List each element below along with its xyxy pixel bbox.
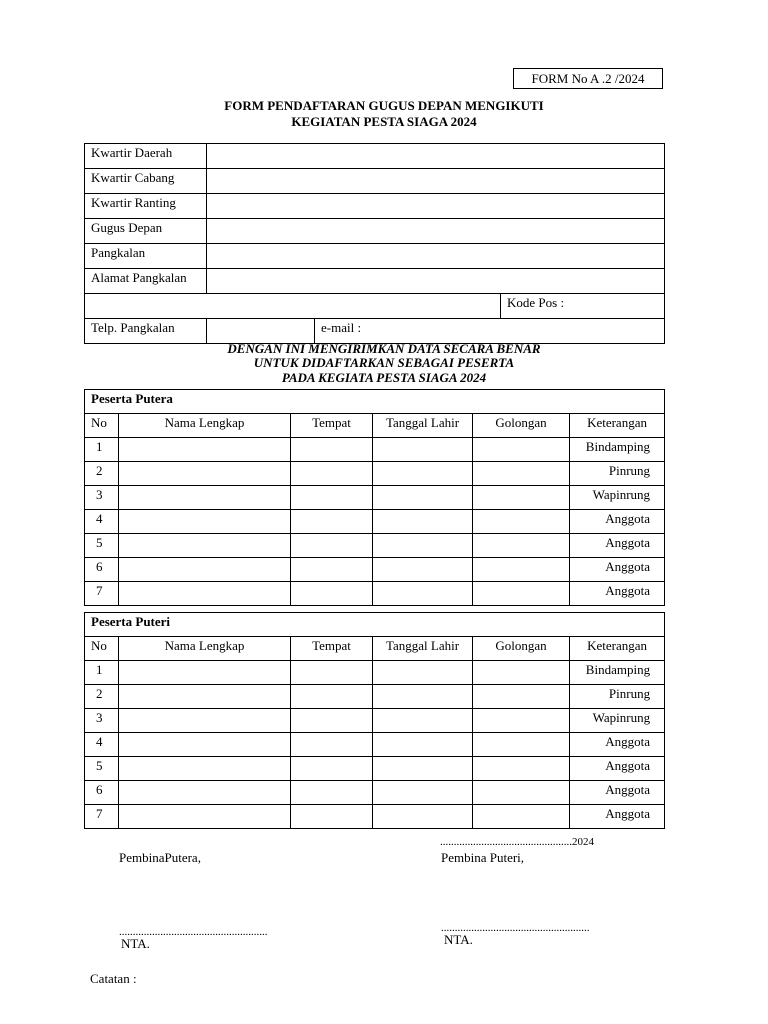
keterangan-cell: Anggota — [570, 781, 665, 805]
row-no: 3 — [85, 709, 119, 733]
keterangan-cell: Anggota — [570, 757, 665, 781]
row-no: 4 — [85, 510, 119, 534]
pangkalan-label: Pangkalan — [85, 244, 207, 269]
nama-cell[interactable] — [119, 661, 291, 685]
kwartir-cabang-field[interactable] — [207, 169, 665, 194]
tanggal-cell[interactable] — [373, 685, 473, 709]
nama-cell[interactable] — [119, 486, 291, 510]
tanggal-cell[interactable] — [373, 510, 473, 534]
tanggal-cell[interactable] — [373, 709, 473, 733]
tempat-cell[interactable] — [291, 685, 373, 709]
golongan-cell[interactable] — [473, 486, 570, 510]
telp-pangkalan-label: Telp. Pangkalan — [85, 319, 207, 344]
column-header-nama: Nama Lengkap — [119, 637, 291, 661]
keterangan-cell: Bindamping — [570, 438, 665, 462]
golongan-cell[interactable] — [473, 709, 570, 733]
keterangan-cell: Pinrung — [570, 685, 665, 709]
row-no: 5 — [85, 534, 119, 558]
nama-cell[interactable] — [119, 462, 291, 486]
golongan-cell[interactable] — [473, 685, 570, 709]
keterangan-cell: Wapinrung — [570, 486, 665, 510]
pangkalan-field[interactable] — [207, 244, 665, 269]
tanggal-cell[interactable] — [373, 486, 473, 510]
nama-cell[interactable] — [119, 781, 291, 805]
table-row — [85, 582, 665, 606]
catatan-label: Catatan : — [90, 971, 137, 986]
tempat-cell[interactable] — [291, 709, 373, 733]
row-no: 3 — [85, 486, 119, 510]
tanggal-cell[interactable] — [373, 661, 473, 685]
table-row — [85, 438, 665, 462]
table-row — [85, 805, 665, 829]
golongan-cell[interactable] — [473, 582, 570, 606]
tempat-cell[interactable] — [291, 510, 373, 534]
column-header-no: No — [85, 637, 119, 661]
row-no: 6 — [85, 558, 119, 582]
row-no: 2 — [85, 462, 119, 486]
tempat-cell[interactable] — [291, 534, 373, 558]
keterangan-cell: Anggota — [570, 510, 665, 534]
table-row — [85, 558, 665, 582]
golongan-cell[interactable] — [473, 534, 570, 558]
nama-cell[interactable] — [119, 733, 291, 757]
tempat-cell[interactable] — [291, 486, 373, 510]
keterangan-cell: Pinrung — [570, 462, 665, 486]
nama-cell[interactable] — [119, 510, 291, 534]
golongan-cell[interactable] — [473, 438, 570, 462]
nama-cell[interactable] — [119, 805, 291, 829]
keterangan-cell: Anggota — [570, 558, 665, 582]
column-header-keterangan: Keterangan — [570, 637, 665, 661]
row-no: 5 — [85, 757, 119, 781]
statement-line3: PADA KEGIATA PESTA SIAGA 2024 — [281, 370, 487, 385]
keterangan-cell: Anggota — [570, 733, 665, 757]
date-line: ................................................2024 — [440, 836, 594, 848]
column-header-keterangan: Keterangan — [570, 414, 665, 438]
nta-left-label: NTA. — [121, 936, 150, 951]
tanggal-cell[interactable] — [373, 733, 473, 757]
form-title-line2: KEGIATAN PESTA SIAGA 2024 — [291, 114, 477, 129]
statement-line1: DENGAN INI MENGIRIMKAN DATA SECARA BENAR — [227, 341, 541, 356]
table-row — [85, 685, 665, 709]
keterangan-cell: Anggota — [570, 582, 665, 606]
nama-cell[interactable] — [119, 582, 291, 606]
golongan-cell[interactable] — [473, 733, 570, 757]
golongan-cell[interactable] — [473, 805, 570, 829]
nama-cell[interactable] — [119, 685, 291, 709]
nama-cell[interactable] — [119, 438, 291, 462]
info-table — [84, 143, 665, 344]
tanggal-cell[interactable] — [373, 805, 473, 829]
peserta-putera-heading: Peserta Putera — [85, 390, 665, 414]
tempat-cell[interactable] — [291, 781, 373, 805]
alamat-pangkalan-field[interactable] — [207, 269, 665, 294]
tempat-cell[interactable] — [291, 462, 373, 486]
column-header-tanggal: Tanggal Lahir — [373, 414, 473, 438]
signature-line-right: ...................................................... — [441, 922, 590, 934]
kode-pos-field[interactable]: Kode Pos : — [501, 294, 665, 319]
nama-cell[interactable] — [119, 558, 291, 582]
row-no: 4 — [85, 733, 119, 757]
row-no: 6 — [85, 781, 119, 805]
golongan-cell[interactable] — [473, 757, 570, 781]
column-header-golongan: Golongan — [473, 414, 570, 438]
email-field[interactable]: e-mail : — [315, 319, 665, 344]
kwartir-ranting-field[interactable] — [207, 194, 665, 219]
table-row — [85, 757, 665, 781]
tanggal-cell[interactable] — [373, 757, 473, 781]
tanggal-cell[interactable] — [373, 438, 473, 462]
tempat-cell[interactable] — [291, 805, 373, 829]
peserta-puteri-table — [84, 612, 665, 829]
row-no: 2 — [85, 685, 119, 709]
gugus-depan-label: Gugus Depan — [85, 219, 207, 244]
pembina-puteri-label: Pembina Puteri, — [441, 850, 525, 865]
table-row — [85, 534, 665, 558]
tempat-cell[interactable] — [291, 438, 373, 462]
golongan-cell[interactable] — [473, 558, 570, 582]
peserta-puteri-heading: Peserta Puteri — [85, 613, 665, 637]
table-row — [85, 462, 665, 486]
nta-right-label: NTA. — [444, 932, 473, 947]
tempat-cell[interactable] — [291, 582, 373, 606]
column-header-tempat: Tempat — [291, 637, 373, 661]
gugus-depan-field[interactable] — [207, 219, 665, 244]
nama-cell[interactable] — [119, 757, 291, 781]
column-header-no: No — [85, 414, 119, 438]
column-header-golongan: Golongan — [473, 637, 570, 661]
table-row — [85, 510, 665, 534]
peserta-putera-table — [84, 389, 665, 606]
nama-cell[interactable] — [119, 709, 291, 733]
statement-line2: UNTUK DIDAFTARKAN SEBAGAI PESERTA — [253, 355, 515, 370]
tanggal-cell[interactable] — [373, 582, 473, 606]
table-row — [85, 709, 665, 733]
column-header-tanggal: Tanggal Lahir — [373, 637, 473, 661]
pembina-putera-label: PembinaPutera, — [119, 850, 201, 865]
golongan-cell[interactable] — [473, 781, 570, 805]
keterangan-cell: Anggota — [570, 805, 665, 829]
kwartir-ranting-label: Kwartir Ranting — [85, 194, 207, 219]
column-header-nama: Nama Lengkap — [119, 414, 291, 438]
row-no: 7 — [85, 805, 119, 829]
form-title-line1: FORM PENDAFTARAN GUGUS DEPAN MENGIKUTI — [224, 98, 544, 113]
tanggal-cell[interactable] — [373, 781, 473, 805]
keterangan-cell: Anggota — [570, 534, 665, 558]
nama-cell[interactable] — [119, 534, 291, 558]
tanggal-cell[interactable] — [373, 558, 473, 582]
golongan-cell[interactable] — [473, 661, 570, 685]
row-no: 1 — [85, 438, 119, 462]
tanggal-cell[interactable] — [373, 462, 473, 486]
tanggal-cell[interactable] — [373, 534, 473, 558]
tempat-cell[interactable] — [291, 733, 373, 757]
kwartir-daerah-field[interactable] — [207, 144, 665, 169]
tempat-cell[interactable] — [291, 558, 373, 582]
table-row — [85, 486, 665, 510]
tempat-cell[interactable] — [291, 757, 373, 781]
table-row — [85, 661, 665, 685]
golongan-cell[interactable] — [473, 510, 570, 534]
row-no: 7 — [85, 582, 119, 606]
golongan-cell[interactable] — [473, 462, 570, 486]
telp-pangkalan-field[interactable] — [207, 319, 315, 344]
kwartir-daerah-label: Kwartir Daerah — [85, 144, 207, 169]
table-row — [85, 733, 665, 757]
alamat-pangkalan-label: Alamat Pangkalan — [85, 269, 207, 294]
row-no: 1 — [85, 661, 119, 685]
kwartir-cabang-label: Kwartir Cabang — [85, 169, 207, 194]
keterangan-cell: Wapinrung — [570, 709, 665, 733]
keterangan-cell: Bindamping — [570, 661, 665, 685]
form-number: FORM No A .2 /2024 — [513, 68, 663, 89]
alamat-continuation-field[interactable] — [85, 294, 501, 319]
signature-line-left: ...................................................... — [119, 926, 268, 938]
column-header-tempat: Tempat — [291, 414, 373, 438]
table-row — [85, 781, 665, 805]
tempat-cell[interactable] — [291, 661, 373, 685]
